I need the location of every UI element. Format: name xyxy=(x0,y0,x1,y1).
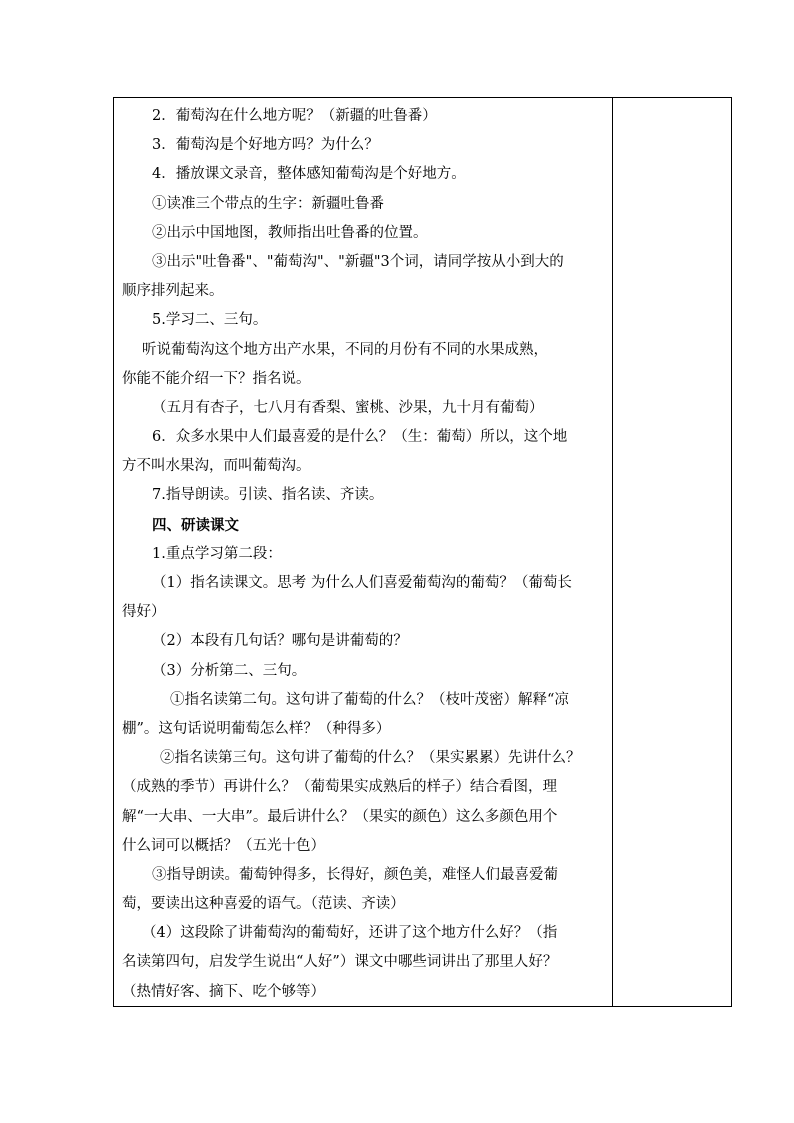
lesson-content xyxy=(122,102,606,1007)
text-line: ①读准三个带点的生字：新疆吐鲁番 xyxy=(152,195,384,212)
text-line: 4．播放课文录音，整体感知葡萄沟是个好地方。 xyxy=(152,166,466,183)
text-line: （五月有杏子，七八月有香梨、蜜桃、沙果，九十月有葡萄） xyxy=(152,399,544,416)
text-line: 棚”。这句话说明葡萄怎么样？（种得多） xyxy=(122,720,391,737)
text-line: （成熟的季节）再讲什么？（葡萄果实成熟后的样子）结合看图，理 xyxy=(122,779,557,796)
text-line: 什么词可以概括？（五光十色） xyxy=(122,837,325,854)
text-line: （1）指名读课文。思考 为什么人们喜爱葡萄沟的葡萄？（葡萄长 xyxy=(152,575,572,591)
text-line: 萄，要读出这种喜爱的语气。（范读、齐读） xyxy=(122,896,405,913)
text-line: 5.学习二、三句。 xyxy=(152,312,268,329)
text-line: （2）本段有几句话？哪句是讲葡萄的？ xyxy=(152,633,408,650)
text-line: 1.重点学习第二段： xyxy=(152,545,282,562)
text-line: 名读第四句，启发学生说出“人好”）课文中哪些词讲出了那里人好？ xyxy=(122,954,558,971)
text-line: ②指名读第三句。这句讲了葡萄的什么？（果实累累）先讲什么？ xyxy=(160,750,581,767)
text-line: （4）这段除了讲葡萄沟的葡萄好，还讲了这个地方什么好？（指 xyxy=(142,925,558,942)
column-divider xyxy=(612,98,613,1006)
text-line: ①指名读第二句。这句讲了葡萄的什么？（枝叶茂密）解释“凉 xyxy=(170,691,569,708)
text-line: （3）分析第二、三句。 xyxy=(152,662,307,679)
text-line: 7.指导朗读。引读、指名读、齐读。 xyxy=(152,487,384,504)
text-line: （热情好客、摘下、吃个够等） xyxy=(122,983,325,1000)
section-heading: 四、研读课文 xyxy=(152,516,239,534)
text-line: 方不叫水果沟，而叫葡萄沟。 xyxy=(122,458,311,475)
text-line: 2．葡萄沟在什么地方呢？（新疆的吐鲁番） xyxy=(152,108,437,124)
text-line: 听说葡萄沟这个地方出产水果，不同的月份有不同的水果成熟， xyxy=(142,341,548,358)
text-line: ③指导朗读。葡萄钟得多，长得好，颜色美，难怪人们最喜爱葡 xyxy=(152,866,558,883)
text-line: 得好） xyxy=(122,604,166,621)
text-line: 3．葡萄沟是个好地方吗？为什么？ xyxy=(152,137,379,154)
text-line: ③出示"吐鲁番"、"葡萄沟"、"新疆"3个词，请同学按从小到大的 xyxy=(152,253,564,270)
text-line: 6．众多水果中人们最喜爱的是什么？（生：葡萄）所以，这个地 xyxy=(152,429,568,446)
text-line: 解“一大串、一大串”。最后讲什么？（果实的颜色）这么多颜色用个 xyxy=(122,808,558,825)
lesson-table xyxy=(113,97,732,1007)
text-line: 你能不能介绍一下？指名说。 xyxy=(122,370,311,387)
text-line: 顺序排列起来。 xyxy=(122,283,224,300)
text-line: ②出示中国地图，教师指出吐鲁番的位置。 xyxy=(152,224,428,241)
